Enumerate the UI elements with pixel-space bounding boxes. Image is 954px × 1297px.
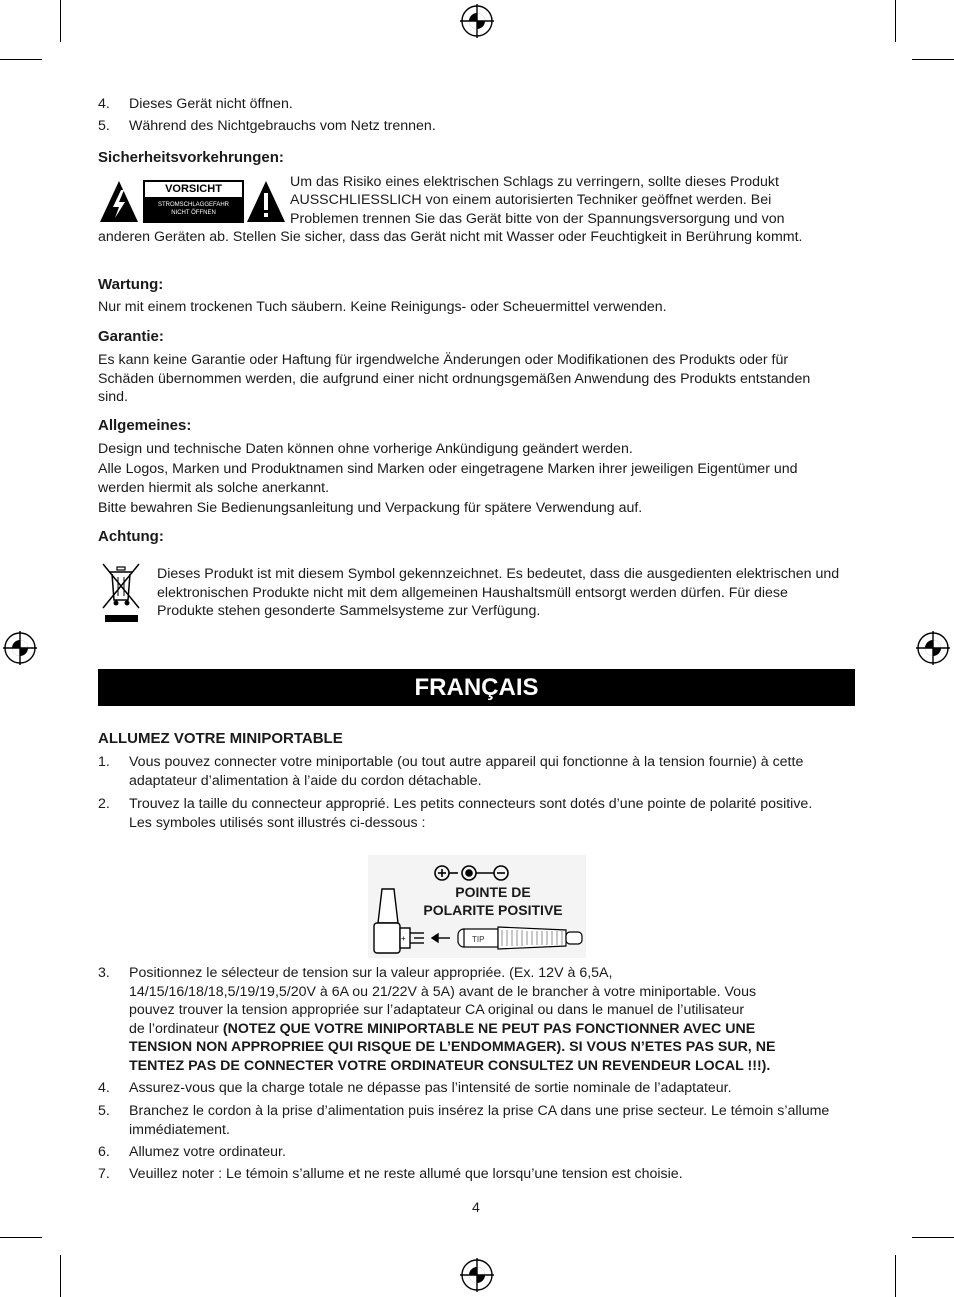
crop-mark: [912, 59, 954, 60]
crop-mark: [895, 1255, 896, 1297]
general-text: Alle Logos, Marken und Produktnamen sind Marken oder eingetragene Marken ihrer jeweiligen Eigentümer und werden hiermit als solche anerkannt.: [98, 461, 798, 496]
safety-text-line: Problemen trennen Sie das Gerät bitte von der Spannungsversorgung und von: [290, 211, 785, 227]
list-number: 5.: [98, 118, 110, 134]
registration-mark-icon: [460, 1258, 494, 1292]
general-text: Bitte bewahren Sie Bedienungsanleitung und Verpackung für spätere Verwendung auf.: [98, 500, 643, 516]
list-item-line: TENTEZ PAS DE CONNECTER VOTRE ORDINATEUR CONSULTEZ UN REVENDEUR LOCAL !!!).: [129, 1058, 771, 1074]
section-heading-safety: Sicherheitsvorkehrungen:: [98, 149, 284, 166]
general-text: Design und technische Daten können ohne vorherige Ankündigung geändert werden.: [98, 441, 633, 457]
exclamation-warning-icon: [246, 180, 286, 223]
polarity-caption: POINTE DE POLARITE POSITIVE: [423, 884, 563, 918]
list-item: Veuillez noter : Le témoin s’allume et ne reste allumé que lorsqu’une tension est choisie.: [129, 1166, 683, 1182]
list-item-line: pouvez trouver la tension appropriée sur l’adaptateur CA original ou dans le manuel de l’utilisateur: [129, 1002, 745, 1018]
crop-mark: [912, 1237, 954, 1238]
list-item: Assurez-vous que la charge totale ne dépasse pas l’intensité de sortie nominale de l’adaptateur.: [129, 1080, 732, 1096]
list-item-line: de l’ordinateur (NOTEZ QUE VOTRE MINIPORTABLE NE PEUT PAS FONCTIONNER AVEC UNE: [129, 1021, 756, 1037]
warranty-text: Es kann keine Garantie oder Haftung für irgendwelche Änderungen oder Modifikationen des Produkts oder für Schäden übernommen werden, die aufgrund einer nicht ordnungsgemäßen Anwendung des Produkts entstanden sind.: [98, 352, 811, 406]
section-heading-general: Allgemeines:: [98, 417, 192, 434]
crop-mark: [0, 59, 42, 60]
crop-mark: [895, 0, 896, 42]
safety-text-line: Um das Risiko eines elektrischen Schlags zu verringern, sollte dieses Produkt: [290, 174, 779, 190]
page-number: 4: [472, 1200, 480, 1216]
list-number: 5.: [98, 1103, 110, 1119]
list-number: 1.: [98, 754, 110, 770]
list-number: 4.: [98, 96, 110, 112]
caution-label-title: VORSICHT: [145, 182, 242, 197]
list-item-line: TENSION NON APPROPRIEE QUI RISQUE DE L’ENDOMMAGER). SI VOUS N’ETES PAS SUR, NE: [129, 1039, 776, 1055]
list-number: 4.: [98, 1080, 110, 1096]
list-item: Allumez votre ordinateur.: [129, 1144, 286, 1160]
section-heading-maintenance: Wartung:: [98, 276, 164, 293]
lightning-warning-icon: [99, 180, 139, 223]
list-item: Während des Nichtgebrauchs vom Netz trennen.: [129, 118, 436, 134]
safety-text-line: AUSSCHLIESSLICH von einem autorisierten Techniker geöffnet werden. Bei: [290, 192, 772, 208]
caution-label-text: STROMSCHLAGGEFAHR NICHT ÖFFNEN: [157, 202, 229, 216]
registration-mark-icon: [916, 631, 950, 665]
registration-mark-icon: [460, 4, 494, 38]
list-item: Vous pouvez connecter votre miniportable (ou tout autre appareil qui fonctionne à la tension fournie) à cette adaptateur d’alimentation à l’aide du cordon détachable.: [129, 754, 804, 789]
list-number: 6.: [98, 1144, 110, 1160]
weee-bin-icon: [101, 562, 141, 624]
list-number: 7.: [98, 1166, 110, 1182]
section-heading-attention: Achtung:: [98, 528, 164, 545]
section-heading-warranty: Garantie:: [98, 328, 164, 345]
list-number: 2.: [98, 796, 110, 812]
list-item: Dieses Gerät nicht öffnen.: [129, 96, 293, 112]
list-item-line: Positionnez le sélecteur de tension sur la valeur appropriée. (Ex. 12V à 6,5A,: [129, 965, 613, 981]
crop-mark: [60, 1255, 61, 1297]
tip-label: TIP: [472, 935, 485, 944]
caution-label: [143, 180, 244, 223]
list-item: Branchez le cordon à la prise d’alimentation puis insérez la prise CA dans une prise secteur. Le témoin s’allume immédiatement.: [129, 1103, 830, 1138]
crop-mark: [60, 0, 61, 42]
crop-mark: [0, 1237, 42, 1238]
attention-text: Dieses Produkt ist mit diesem Symbol gekennzeichnet. Es bedeutet, dass die ausgedienten elektrischen und elektronischen Produkte nicht mit dem allgemeinen Haushaltsmüll entsorgt werden dürfen. Für diese Produkte stehen gesonderte Sammelsysteme zur Verfügung.: [157, 566, 840, 620]
maintenance-text: Nur mit einem trockenen Tuch säubern. Keine Reinigungs- oder Scheuermittel verwenden.: [98, 299, 667, 315]
svg-text:+: +: [401, 934, 406, 943]
list-number: 3.: [98, 965, 110, 981]
list-item-line: 14/15/16/18/18,5/19/19,5/20V à 6A ou 21/22V à 5A) avant de le brancher à votre miniportable. Vous: [129, 984, 757, 1000]
safety-text: anderen Geräten ab. Stellen Sie sicher, dass das Gerät nicht mit Wasser oder Feuchtigkeit in Berührung kommt.: [98, 229, 803, 245]
list-item: Trouvez la taille du connecteur approprié. Les petits connecteurs sont dotés d’une pointe de polarité positive. Les symboles utilisés sont illustrés ci-dessous :: [129, 796, 813, 831]
language-banner: FRANÇAIS: [98, 669, 855, 706]
section-heading-fr: ALLUMEZ VOTRE MINIPORTABLE: [98, 730, 343, 747]
registration-mark-icon: [3, 631, 37, 665]
